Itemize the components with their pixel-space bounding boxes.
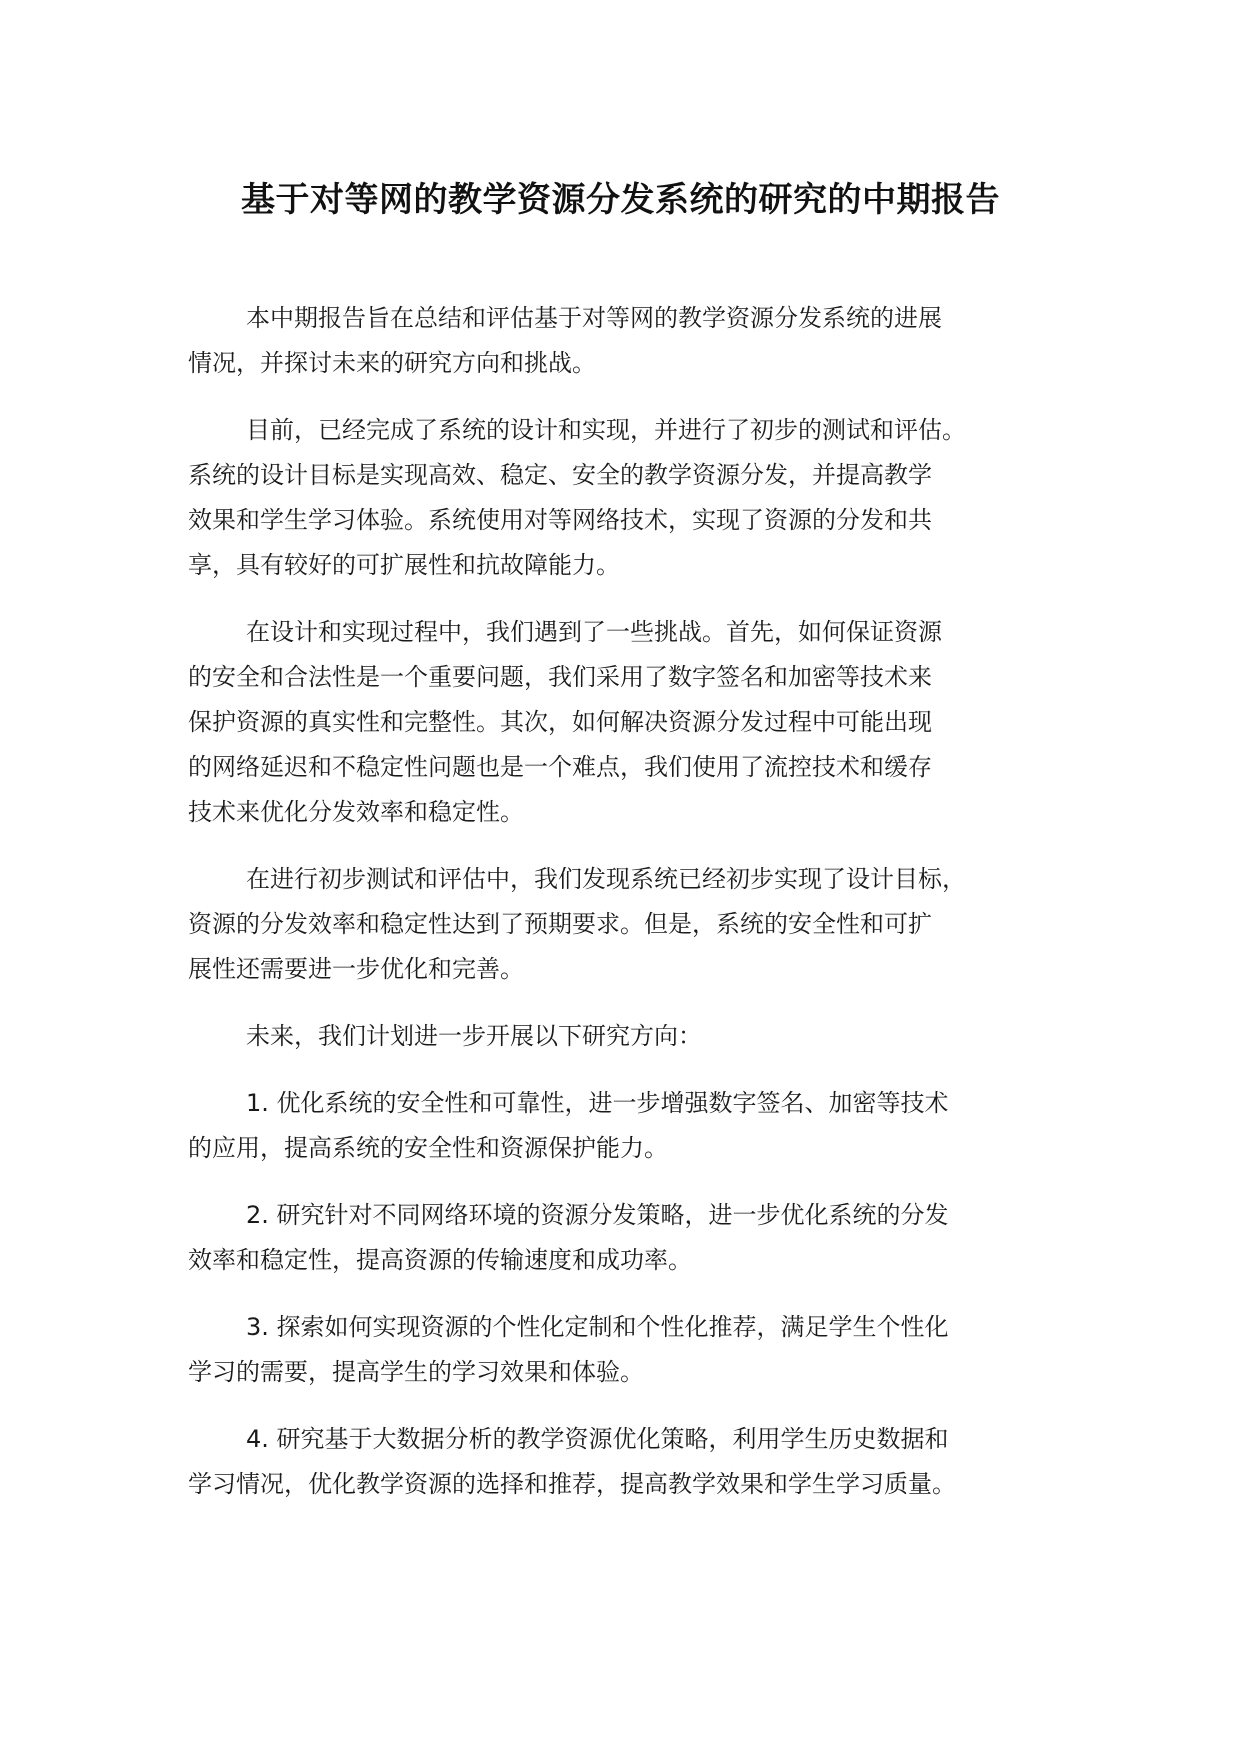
paragraph-line: 的网络延迟和不稳定性问题也是一个难点，我们使用了流控技术和缓存 xyxy=(188,753,932,781)
paragraph-progress xyxy=(188,408,1088,588)
document-title: 基于对等网的教学资源分发系统的研究的中期报告 xyxy=(241,180,1000,220)
paragraph-line: 效率和稳定性，提高资源的传输速度和成功率。 xyxy=(188,1246,692,1274)
paragraph-line: 目前，已经完成了系统的设计和实现，并进行了初步的测试和评估。 xyxy=(246,416,966,444)
paragraph-line: 情况，并探讨未来的研究方向和挑战。 xyxy=(188,349,596,377)
paragraph-line: 资源的分发效率和稳定性达到了预期要求。但是，系统的安全性和可扩 xyxy=(188,910,932,938)
paragraph-line: 本中期报告旨在总结和评估基于对等网的教学资源分发系统的进展 xyxy=(246,304,942,332)
paragraph-future-intro xyxy=(188,1014,1088,1059)
list-item-1 xyxy=(188,1081,1088,1171)
paragraph-line: 学习的需要，提高学生的学习效果和体验。 xyxy=(188,1358,644,1386)
paragraph-line: 技术来优化分发效率和稳定性。 xyxy=(188,798,524,826)
paragraph-line: 的应用，提高系统的安全性和资源保护能力。 xyxy=(188,1134,668,1162)
paragraph-line: 享，具有较好的可扩展性和抗故障能力。 xyxy=(188,551,620,579)
paragraph-line: 学习情况，优化教学资源的选择和推荐，提高教学效果和学生学习质量。 xyxy=(188,1470,956,1498)
paragraph-line: 4. 研究基于大数据分析的教学资源优化策略，利用学生历史数据和 xyxy=(246,1425,949,1453)
paragraph-line: 系统的设计目标是实现高效、稳定、安全的教学资源分发，并提高教学 xyxy=(188,461,932,489)
paragraph-line: 效果和学生学习体验。系统使用对等网络技术，实现了资源的分发和共 xyxy=(188,506,932,534)
paragraph-line: 3. 探索如何实现资源的个性化定制和个性化推荐，满足学生个性化 xyxy=(246,1313,949,1341)
paragraph-evaluation xyxy=(188,857,1088,992)
paragraph-line: 未来，我们计划进一步开展以下研究方向： xyxy=(246,1022,702,1050)
list-item-4 xyxy=(188,1417,1088,1507)
document-body xyxy=(188,296,1088,1529)
paragraph-line: 在设计和实现过程中，我们遇到了一些挑战。首先，如何保证资源 xyxy=(246,618,942,646)
paragraph-challenges xyxy=(188,610,1088,835)
paragraph-intro xyxy=(188,296,1088,386)
paragraph-line: 2. 研究针对不同网络环境的资源分发策略，进一步优化系统的分发 xyxy=(246,1201,949,1229)
paragraph-line: 1. 优化系统的安全性和可靠性，进一步增强数字签名、加密等技术 xyxy=(246,1089,949,1117)
list-item-3 xyxy=(188,1305,1088,1395)
paragraph-line: 的安全和合法性是一个重要问题，我们采用了数字签名和加密等技术来 xyxy=(188,663,932,691)
list-item-2 xyxy=(188,1193,1088,1283)
paragraph-line: 展性还需要进一步优化和完善。 xyxy=(188,955,524,983)
paragraph-line: 保护资源的真实性和完整性。其次，如何解决资源分发过程中可能出现 xyxy=(188,708,932,736)
paragraph-line: 在进行初步测试和评估中，我们发现系统已经初步实现了设计目标， xyxy=(246,865,966,893)
